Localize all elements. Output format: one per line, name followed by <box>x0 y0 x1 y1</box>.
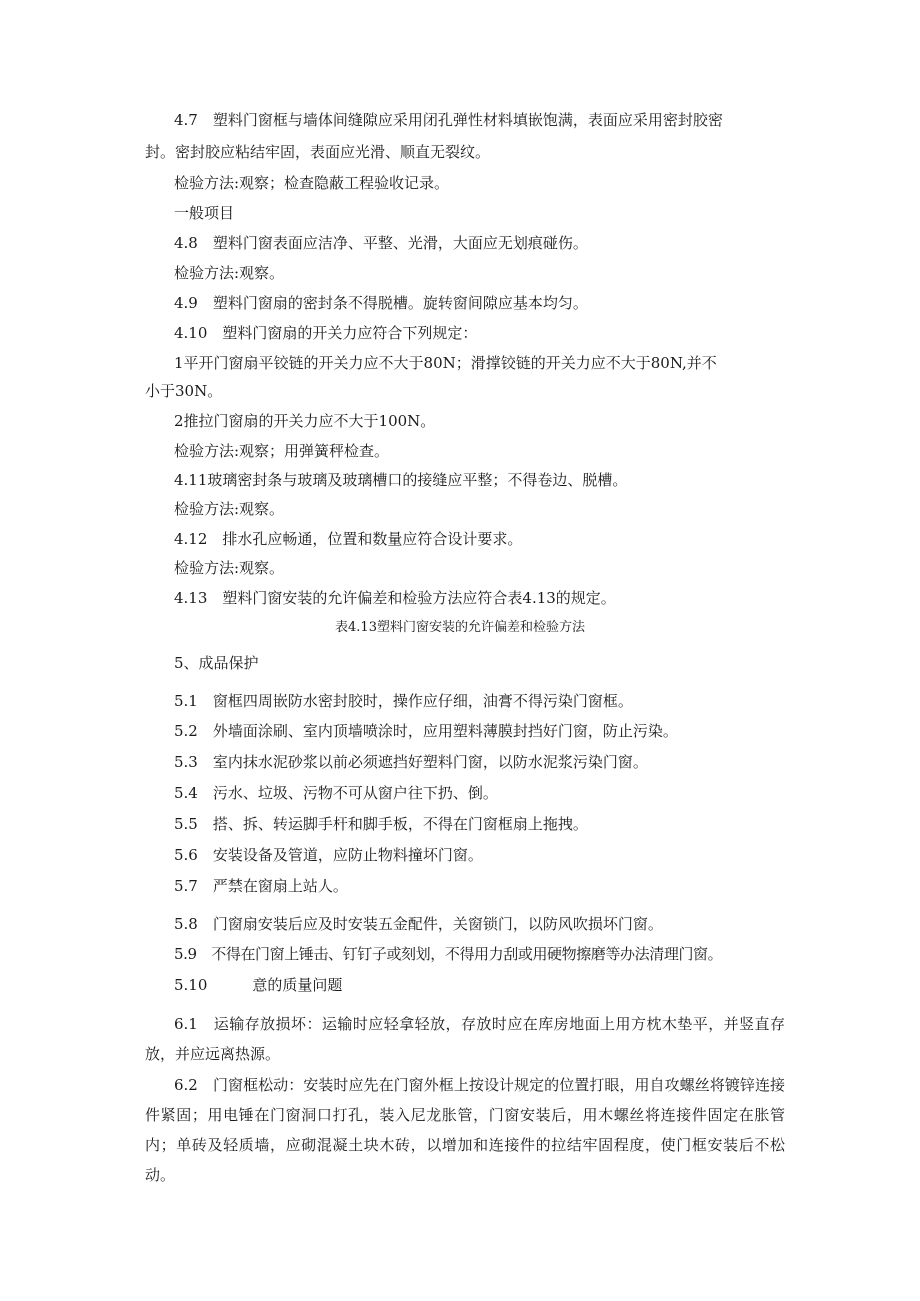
clause-4-10-item1-line2: 小于30N。 <box>145 382 223 400</box>
clause-4-10-item2: 2推拉门窗扇的开关力应不大于100N。 <box>174 412 436 430</box>
inspection-method-4-8: 检验方法:观察。 <box>174 264 285 282</box>
clause-5-3: 5.3 室内抹水泥砂浆以前必须遮挡好塑料门窗，以防水泥浆污染门窗。 <box>174 753 648 771</box>
clause-4-8: 4.8 塑料门窗表面应洁净、平整、光滑，大面应无划痕碰伤。 <box>174 234 588 252</box>
clause-4-7-line2: 封。密封胶应粘结牢固，表面应光滑、顺直无裂纹。 <box>145 143 491 161</box>
clause-5-1: 5.1 窗框四周嵌防水密封胶时，操作应仔细，油膏不得污染门窗框。 <box>174 692 633 710</box>
clause-5-9: 5.9 不得在门窗上锤击、钉钉子或刻划，不得用力刮或用硬物擦磨等办法清理门窗。 <box>174 945 723 963</box>
inspection-method-4-10: 检验方法:观察；用弹簧秤检查。 <box>174 442 390 460</box>
clause-5-5: 5.5 搭、拆、转运脚手杆和脚手板，不得在门窗框扇上拖拽。 <box>174 815 588 833</box>
clause-4-10: 4.10 塑料门窗扇的开关力应符合下列规定： <box>174 324 478 342</box>
clause-4-10-item1-line1: 1平开门窗扇平铰链的开关力应不大于80N；滑撑铰链的开关力应不大于80N,并不 <box>174 354 717 372</box>
clause-5-7: 5.7 严禁在窗扇上站人。 <box>174 877 348 895</box>
table-caption: 表4.13塑料门窗安装的允许偏差和检验方法 <box>335 620 585 635</box>
inspection-method-4-11: 检验方法:观察。 <box>174 500 285 518</box>
clause-4-12: 4.12 排水孔应畅通，位置和数量应符合设计要求。 <box>174 530 523 548</box>
clause-5-10: 5.10 意的质量问题 <box>174 976 343 994</box>
clause-6-1: 6.1 运输存放损坏：运输时应轻拿轻放，存放时应在库房地面上用方枕木垫平，并竖直存放，并应远离热源。 <box>145 1015 785 1063</box>
clause-4-11: 4.11玻璃密封条与玻璃及玻璃槽口的接缝应平整；不得卷边、脱槽。 <box>174 471 628 489</box>
clause-5-4: 5.4 污水、垃圾、污物不可从窗户往下扔、倒。 <box>174 784 498 802</box>
clause-5-8: 5.8 门窗扇安装后应及时安装五金配件，关窗锁门，以防风吹损坏门窗。 <box>174 915 663 933</box>
clause-5-2: 5.2 外墙面涂刷、室内顶墙喷涂时，应用塑料薄膜封挡好门窗，防止污染。 <box>174 722 678 740</box>
clause-4-9: 4.9 塑料门窗扇的密封条不得脱槽。旋转窗间隙应基本均匀。 <box>174 294 588 312</box>
section-general-items: 一般项目 <box>174 204 235 222</box>
clause-5-6: 5.6 安装设备及管道，应防止物料撞坏门窗。 <box>174 846 483 864</box>
inspection-method-4-12: 检验方法:观察。 <box>174 559 285 577</box>
clause-4-13: 4.13 塑料门窗安装的允许偏差和检验方法应符合表4.13的规定。 <box>174 589 616 607</box>
section-5-heading: 5、成品保护 <box>174 654 259 672</box>
clause-4-7-line1: 4.7 塑料门窗框与墙体间缝隙应采用闭孔弹性材料填嵌饱满，表面应采用密封胶密 <box>174 111 723 129</box>
inspection-method-4-7: 检验方法:观察；检查隐蔽工程验收记录。 <box>174 174 450 192</box>
clause-6-2: 6.2 门窗框松动：安装时应先在门窗外框上按设计规定的位置打眼，用自攻螺丝将镀锌连接件紧固；用电锤在门窗洞口打孔，装入尼龙胀管，门窗安装后，用木螺丝将连接件固定在胀管内；单砖及轻质墙，应砌混凝土块木砖，以增加和连接件的拉结牢固程度，使门框安装后不松动。 <box>145 1076 785 1184</box>
